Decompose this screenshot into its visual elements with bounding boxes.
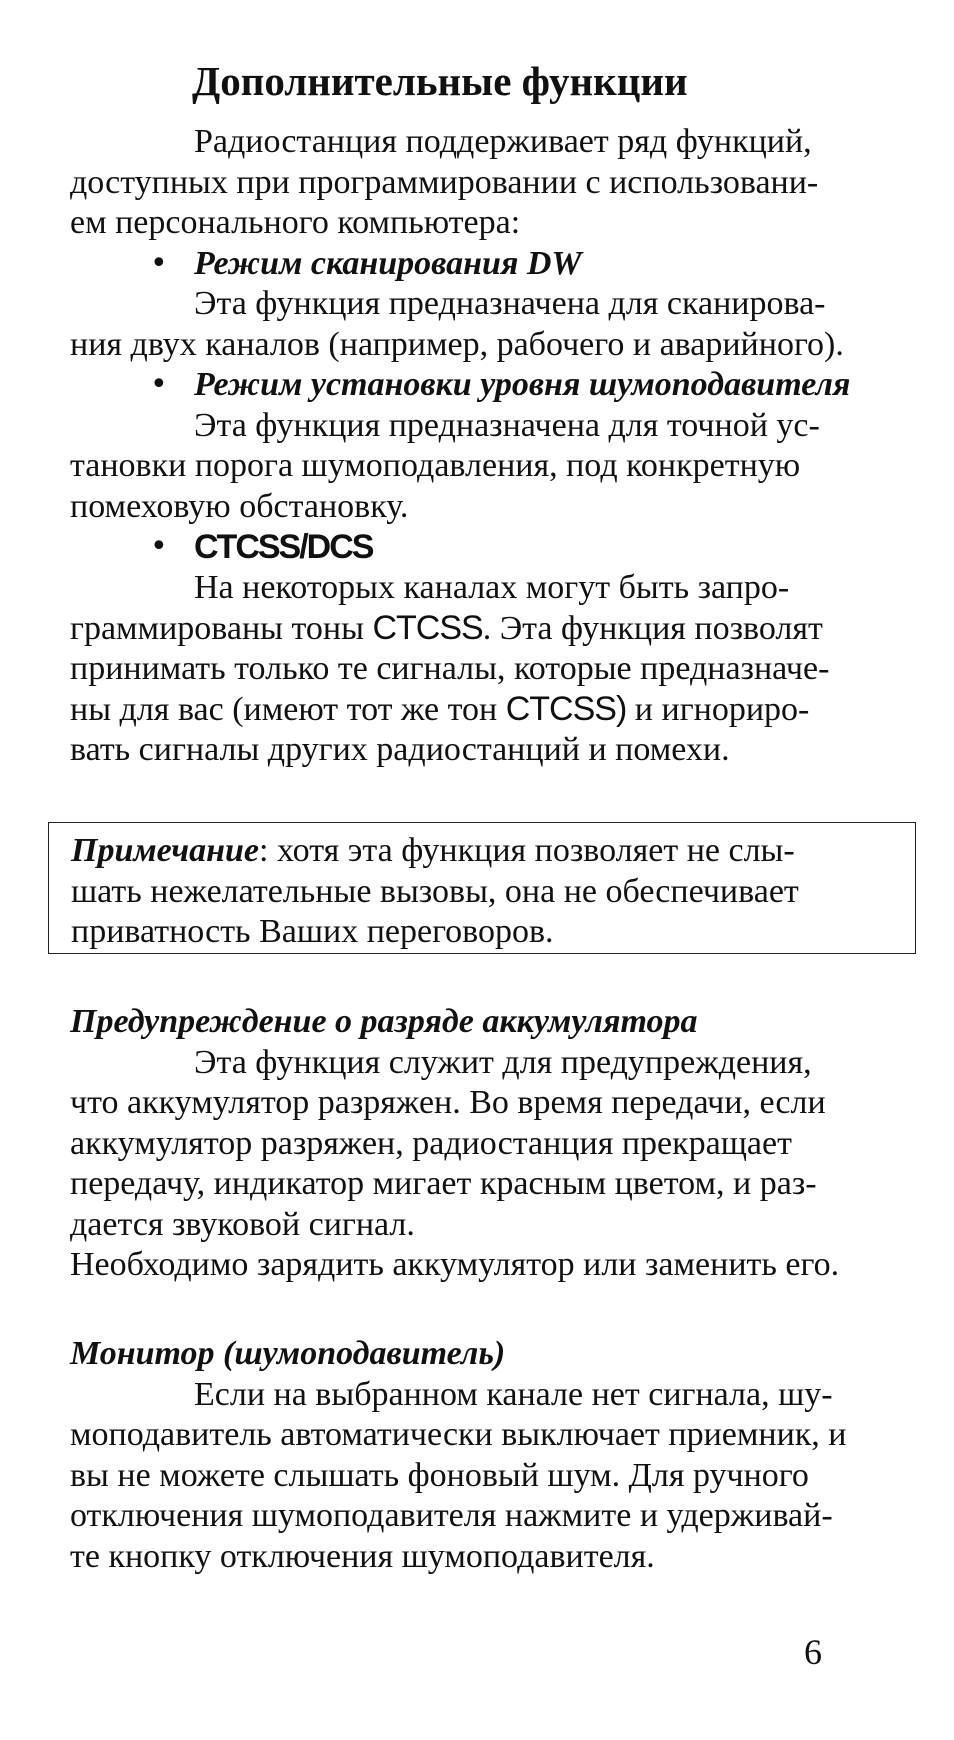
- note-text: [71, 831, 799, 953]
- feature-squelch-title: Режим установки уровня шумоподавителя: [194, 366, 851, 403]
- feature-ctcss-title: CTCSS/DCS: [194, 528, 373, 566]
- intro-line-2: доступных при программировании с использовани-: [70, 163, 819, 201]
- feature-squelch-heading: [70, 365, 900, 406]
- battery-line-6: Необходимо зарядить аккумулятор или заменить его.: [70, 1246, 840, 1283]
- note-line-1-rest: : хотя эта функция позволяет не слы-: [259, 832, 795, 869]
- ctcss-line-4-post: и игнориро-: [626, 691, 810, 728]
- battery-line-2: что аккумулятор разряжен. Во время передачи, если: [70, 1084, 826, 1121]
- monitor-line-4: отключения шумоподавителя нажмите и удерживай-: [70, 1497, 833, 1534]
- intro-line-3: ем персонального компьютера:: [70, 204, 521, 241]
- note-line-1: [71, 831, 799, 872]
- feature-squelch-line-2: тановки порога шумоподавления, под конкретную: [70, 447, 801, 484]
- note-line-3: приватность Ваших переговоров.: [71, 913, 554, 950]
- page-title: Дополнительные функции: [192, 58, 688, 104]
- battery-line-3: аккумулятор разряжен, радиостанция прекращает: [70, 1124, 792, 1162]
- battery-line-1: Эта функция служит для предупреждения,: [194, 1043, 812, 1081]
- ctcss-line-2-post: . Эта функция позволят: [482, 610, 823, 647]
- ctcss-code: CTCSS: [372, 609, 483, 647]
- note-line-2: шать нежелательные вызовы, она не обеспечивает: [71, 872, 799, 910]
- note-label: Примечание: [71, 832, 260, 869]
- monitor-line-1: Если на выбранном канале нет сигнала, шу-: [194, 1375, 833, 1413]
- feature-ctcss-heading: [70, 527, 900, 568]
- intro-section: [70, 122, 900, 770]
- feature-dw-line-2: ния двух каналов (например, рабочего и аварийного).: [70, 325, 844, 363]
- monitor-section: [70, 1334, 900, 1577]
- battery-section: [70, 1002, 900, 1286]
- feature-ctcss-line-2: [70, 608, 900, 649]
- battery-heading: Предупреждение о разряде аккумулятора: [70, 1003, 698, 1040]
- feature-squelch-line-3: помеховую обстановку.: [70, 487, 409, 525]
- bullet-icon: •: [150, 245, 168, 281]
- feature-ctcss-line-5: вать сигналы других радиостанций и помехи.: [70, 730, 730, 768]
- feature-squelch-line-1: Эта функция предназначена для точной ус-: [194, 406, 820, 444]
- monitor-line-2: моподавитель автоматически выключает приемник, и: [70, 1416, 847, 1453]
- monitor-heading: Монитор (шумоподавитель): [70, 1335, 506, 1372]
- feature-dw-line-1: Эта функция предназначена для сканирова-: [194, 285, 826, 322]
- monitor-line-5: те кнопку отключения шумоподавителя.: [70, 1537, 655, 1575]
- note-box: [48, 822, 916, 954]
- bullet-icon: •: [150, 529, 168, 564]
- bullet-icon: •: [150, 367, 168, 402]
- battery-line-4: передачу, индикатор мигает красным цветом, и раз-: [70, 1165, 817, 1202]
- ctcss-code: CTCSS): [505, 690, 627, 728]
- feature-ctcss-line-3: принимать только те сигналы, которые предназначе-: [70, 649, 830, 687]
- feature-ctcss-line-4: [70, 689, 900, 730]
- feature-dw-heading: [70, 244, 900, 285]
- page-number: 6: [804, 1632, 822, 1672]
- monitor-line-3: вы не можете слышать фоновый шум. Для ручного: [70, 1456, 809, 1494]
- ctcss-line-2-pre: граммированы тоны: [70, 610, 373, 647]
- feature-ctcss-line-1: На некоторых каналах могут быть запро-: [194, 568, 790, 606]
- ctcss-line-4-pre: ны для вас (имеют тот же тон: [70, 691, 506, 728]
- battery-line-5: дается звуковой сигнал.: [70, 1205, 415, 1243]
- feature-dw-title: Режим сканирования DW: [194, 244, 582, 282]
- intro-line-1: Радиостанция поддерживает ряд функций,: [194, 123, 812, 160]
